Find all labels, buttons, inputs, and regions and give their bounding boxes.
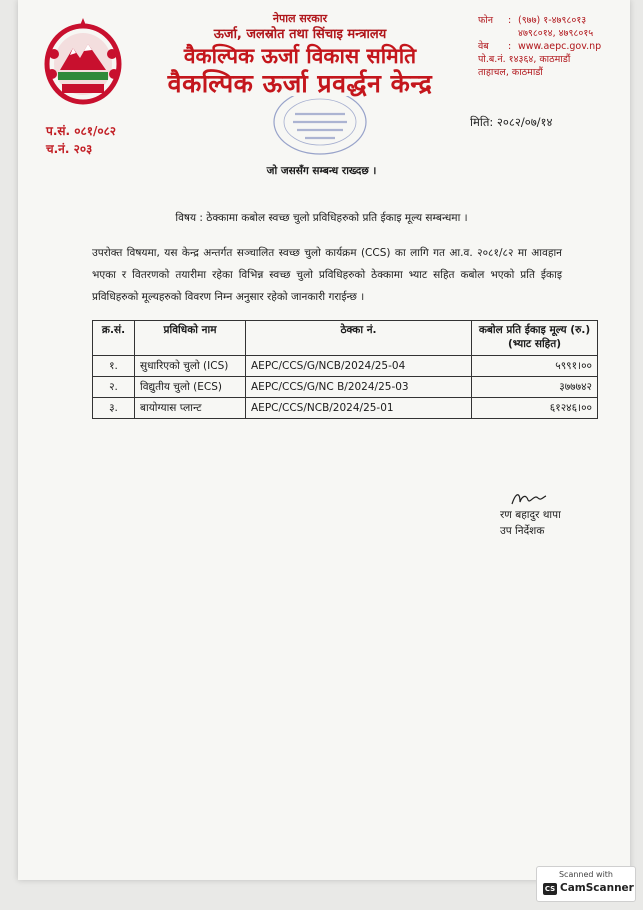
web-label: वेब [478, 41, 489, 52]
addressee-line: जो जससँग सम्बन्ध राख्दछ । [266, 165, 377, 177]
cell-unit-price: ६१२४६।०० [472, 398, 598, 419]
phone-label: फोन [478, 15, 494, 26]
cell-contract-no: AEPC/CCS/NCB/2024/25-01 [246, 398, 472, 419]
centre-name: वैकल्पिक ऊर्जा प्रवर्द्धन केन्द्र [167, 69, 433, 98]
cell-contract-no: AEPC/CCS/G/NC B/2024/25-03 [246, 377, 472, 398]
government-name: नेपाल सरकार [272, 12, 328, 25]
camscanner-logo-icon: CS [544, 885, 556, 893]
contact-block: फोन : (९७७) १-४७९८०१३ ४७९८०१४, ४७९८०१५ वेब : www.aepc.gov.np पो.ब.नं. १४३६४, काठमाडौं ताहाचल, काठमाडौं [478, 15, 602, 78]
cell-contract-no: AEPC/CCS/G/NCB/2024/25-04 [246, 356, 472, 377]
price-table [92, 320, 598, 419]
cell-unit-price: ५९९१।०० [472, 356, 598, 377]
po-box: पो.ब.नं. १४३६४, काठमाडौं [478, 54, 571, 65]
committee-name: वैकल्पिक ऊर्जा विकास समिति [183, 44, 417, 68]
table-header-row [93, 321, 598, 356]
website: www.aepc.gov.np [518, 41, 602, 52]
cell-unit-price: ३७७७४२ [472, 377, 598, 398]
header-technology: प्रविधिको नाम [135, 321, 246, 356]
cell-technology: बायोग्यास प्लान्ट [135, 398, 246, 419]
camscanner-watermark [536, 866, 636, 902]
cell-technology: विद्युतीय चुलो (ECS) [135, 377, 246, 398]
header-contract-no: ठेक्का नं. [246, 321, 472, 356]
table-row [93, 356, 598, 377]
phone-number: (९७७) १-४७९८०१३ [518, 15, 587, 26]
cell-technology: सुधारिएको चुलो (ICS) [135, 356, 246, 377]
signatory-name: रण बहादुर थापा [500, 509, 561, 521]
table-row [93, 377, 598, 398]
dispatch-number: च.नं. २०३ [46, 142, 93, 156]
cell-serial: १. [93, 356, 135, 377]
camscanner-brand: CamScanner [560, 882, 634, 894]
signatory-title: उप निर्देशक [500, 525, 545, 537]
cell-serial: ३. [93, 398, 135, 419]
cell-serial: २. [93, 377, 135, 398]
body-paragraph: उपरोक्त विषयमा, यस केन्द्र अन्तर्गत सञ्चालित स्वच्छ चुलो कार्यक्रम (CCS) का लागि गत आ.व. २०८१/८२ मा आवहान भएका र वितरणको तयारीमा रहेका विभिन्न स्वच्छ चुलो प्रविधिहरुको ठेक्कामा भ्याट सहित कबोल भएको प्रति ईकाइ प्रविधिहरुको मूल्यहरुको विवरण निम्न अनुसार रहेको जानकारी गराईन्छ । [92, 247, 562, 303]
subject-line: विषय : ठेक्कामा कबोल स्वच्छ चुलो प्रविधिहरुको प्रति ईकाइ मूल्य सम्बन्धमा । [175, 212, 468, 224]
office-seal-stamp-icon [265, 96, 375, 158]
header-serial: क्र.सं. [93, 321, 135, 356]
table-row [93, 398, 598, 419]
letter-number: प.सं. ०८१/०८२ [46, 124, 117, 138]
ministry-name: ऊर्जा, जलस्रोत तथा सिंचाइ मन्त्रालय [213, 27, 387, 42]
nepal-emblem-icon [40, 14, 126, 108]
letterhead [130, 12, 470, 99]
letter-date: मिति: २०८२/०७/१४ [470, 115, 553, 129]
header-unit-price: कबोल प्रति ईकाइ मूल्य (रु.) (भ्याट सहित) [472, 321, 598, 356]
reference-numbers [46, 122, 116, 158]
scanned-with-label: Scanned with [558, 870, 614, 879]
phone-number-extra: ४७९८०१४, ४७९८०१५ [518, 28, 594, 39]
signatory-block [500, 507, 561, 539]
address: ताहाचल, काठमाडौं [478, 67, 543, 78]
